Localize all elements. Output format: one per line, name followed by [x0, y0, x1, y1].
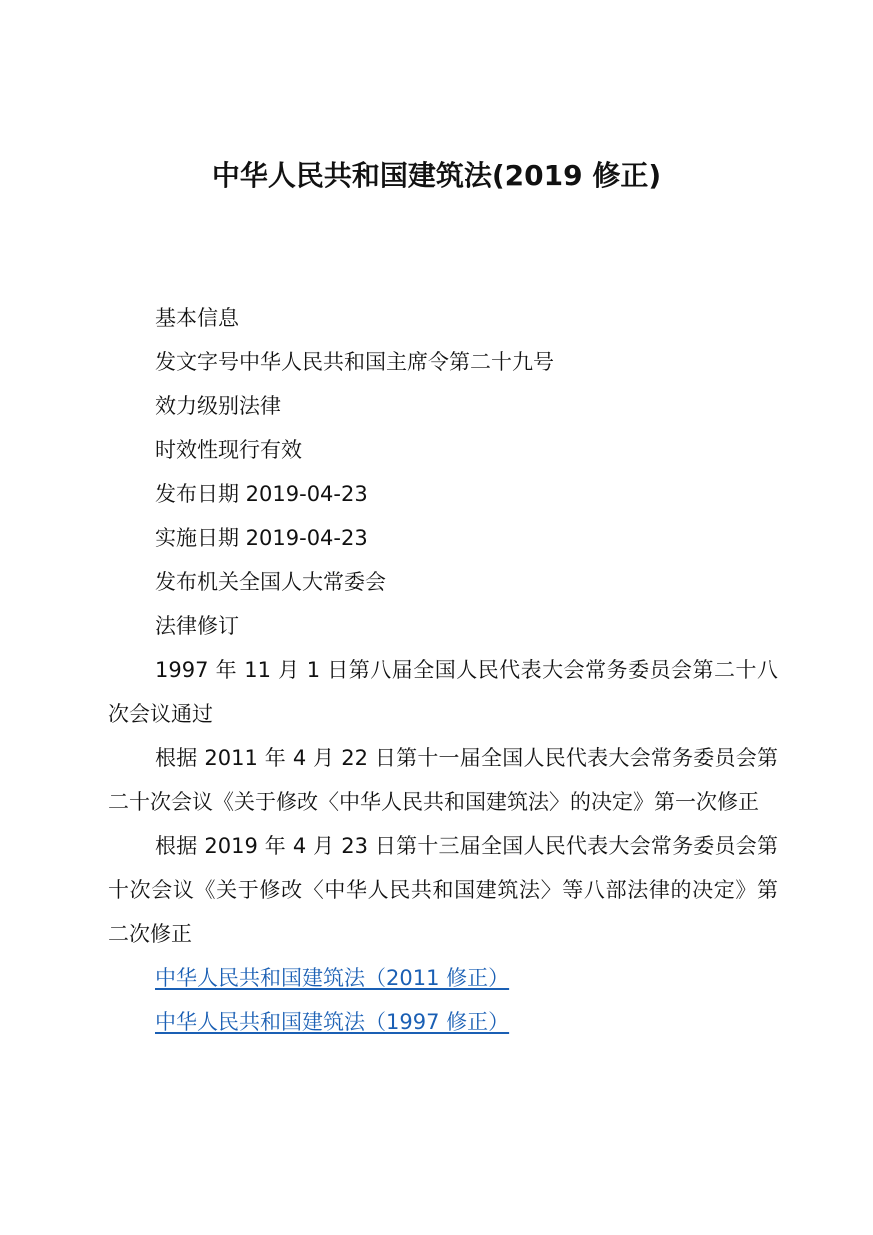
info-line-effect-level: 效力级别法律 [155, 394, 281, 418]
revision-paragraph-2019: 根据 2019 年 4 月 23 日第十三届全国人民代表大会常务委员会第十次会议《关于修改〈中华人民共和国建筑法〉等八部法律的决定》第二次修正 [108, 834, 778, 946]
document-title: 中华人民共和国建筑法(2019 修正) [211, 159, 662, 192]
link-1997-revision[interactable]: 中华人民共和国建筑法（1997 修正） [155, 1010, 510, 1034]
info-line-basic-info: 基本信息 [155, 306, 239, 330]
info-line-document-number: 发文字号中华人民共和国主席令第二十九号 [155, 350, 554, 374]
revision-paragraph-1997: 1997 年 11 月 1 日第八届全国人民代表大会常务委员会第二十八次会议通过 [108, 658, 778, 726]
link-row-2011 [108, 956, 778, 1000]
link-row-1997 [108, 1000, 778, 1044]
revision-paragraph-2011: 根据 2011 年 4 月 22 日第十一届全国人民代表大会常务委员会第二十次会议《关于修改〈中华人民共和国建筑法〉的决定》第一次修正 [108, 746, 778, 814]
document-body [108, 296, 778, 1044]
info-line-publish-date: 发布日期 2019-04-23 [155, 482, 368, 506]
info-line-effective-date: 实施日期 2019-04-23 [155, 526, 368, 550]
info-line-validity: 时效性现行有效 [155, 438, 302, 462]
info-line-law-revision: 法律修订 [155, 614, 239, 638]
link-2011-revision[interactable]: 中华人民共和国建筑法（2011 修正） [155, 966, 510, 990]
info-line-issuing-authority: 发布机关全国人大常委会 [155, 570, 386, 594]
